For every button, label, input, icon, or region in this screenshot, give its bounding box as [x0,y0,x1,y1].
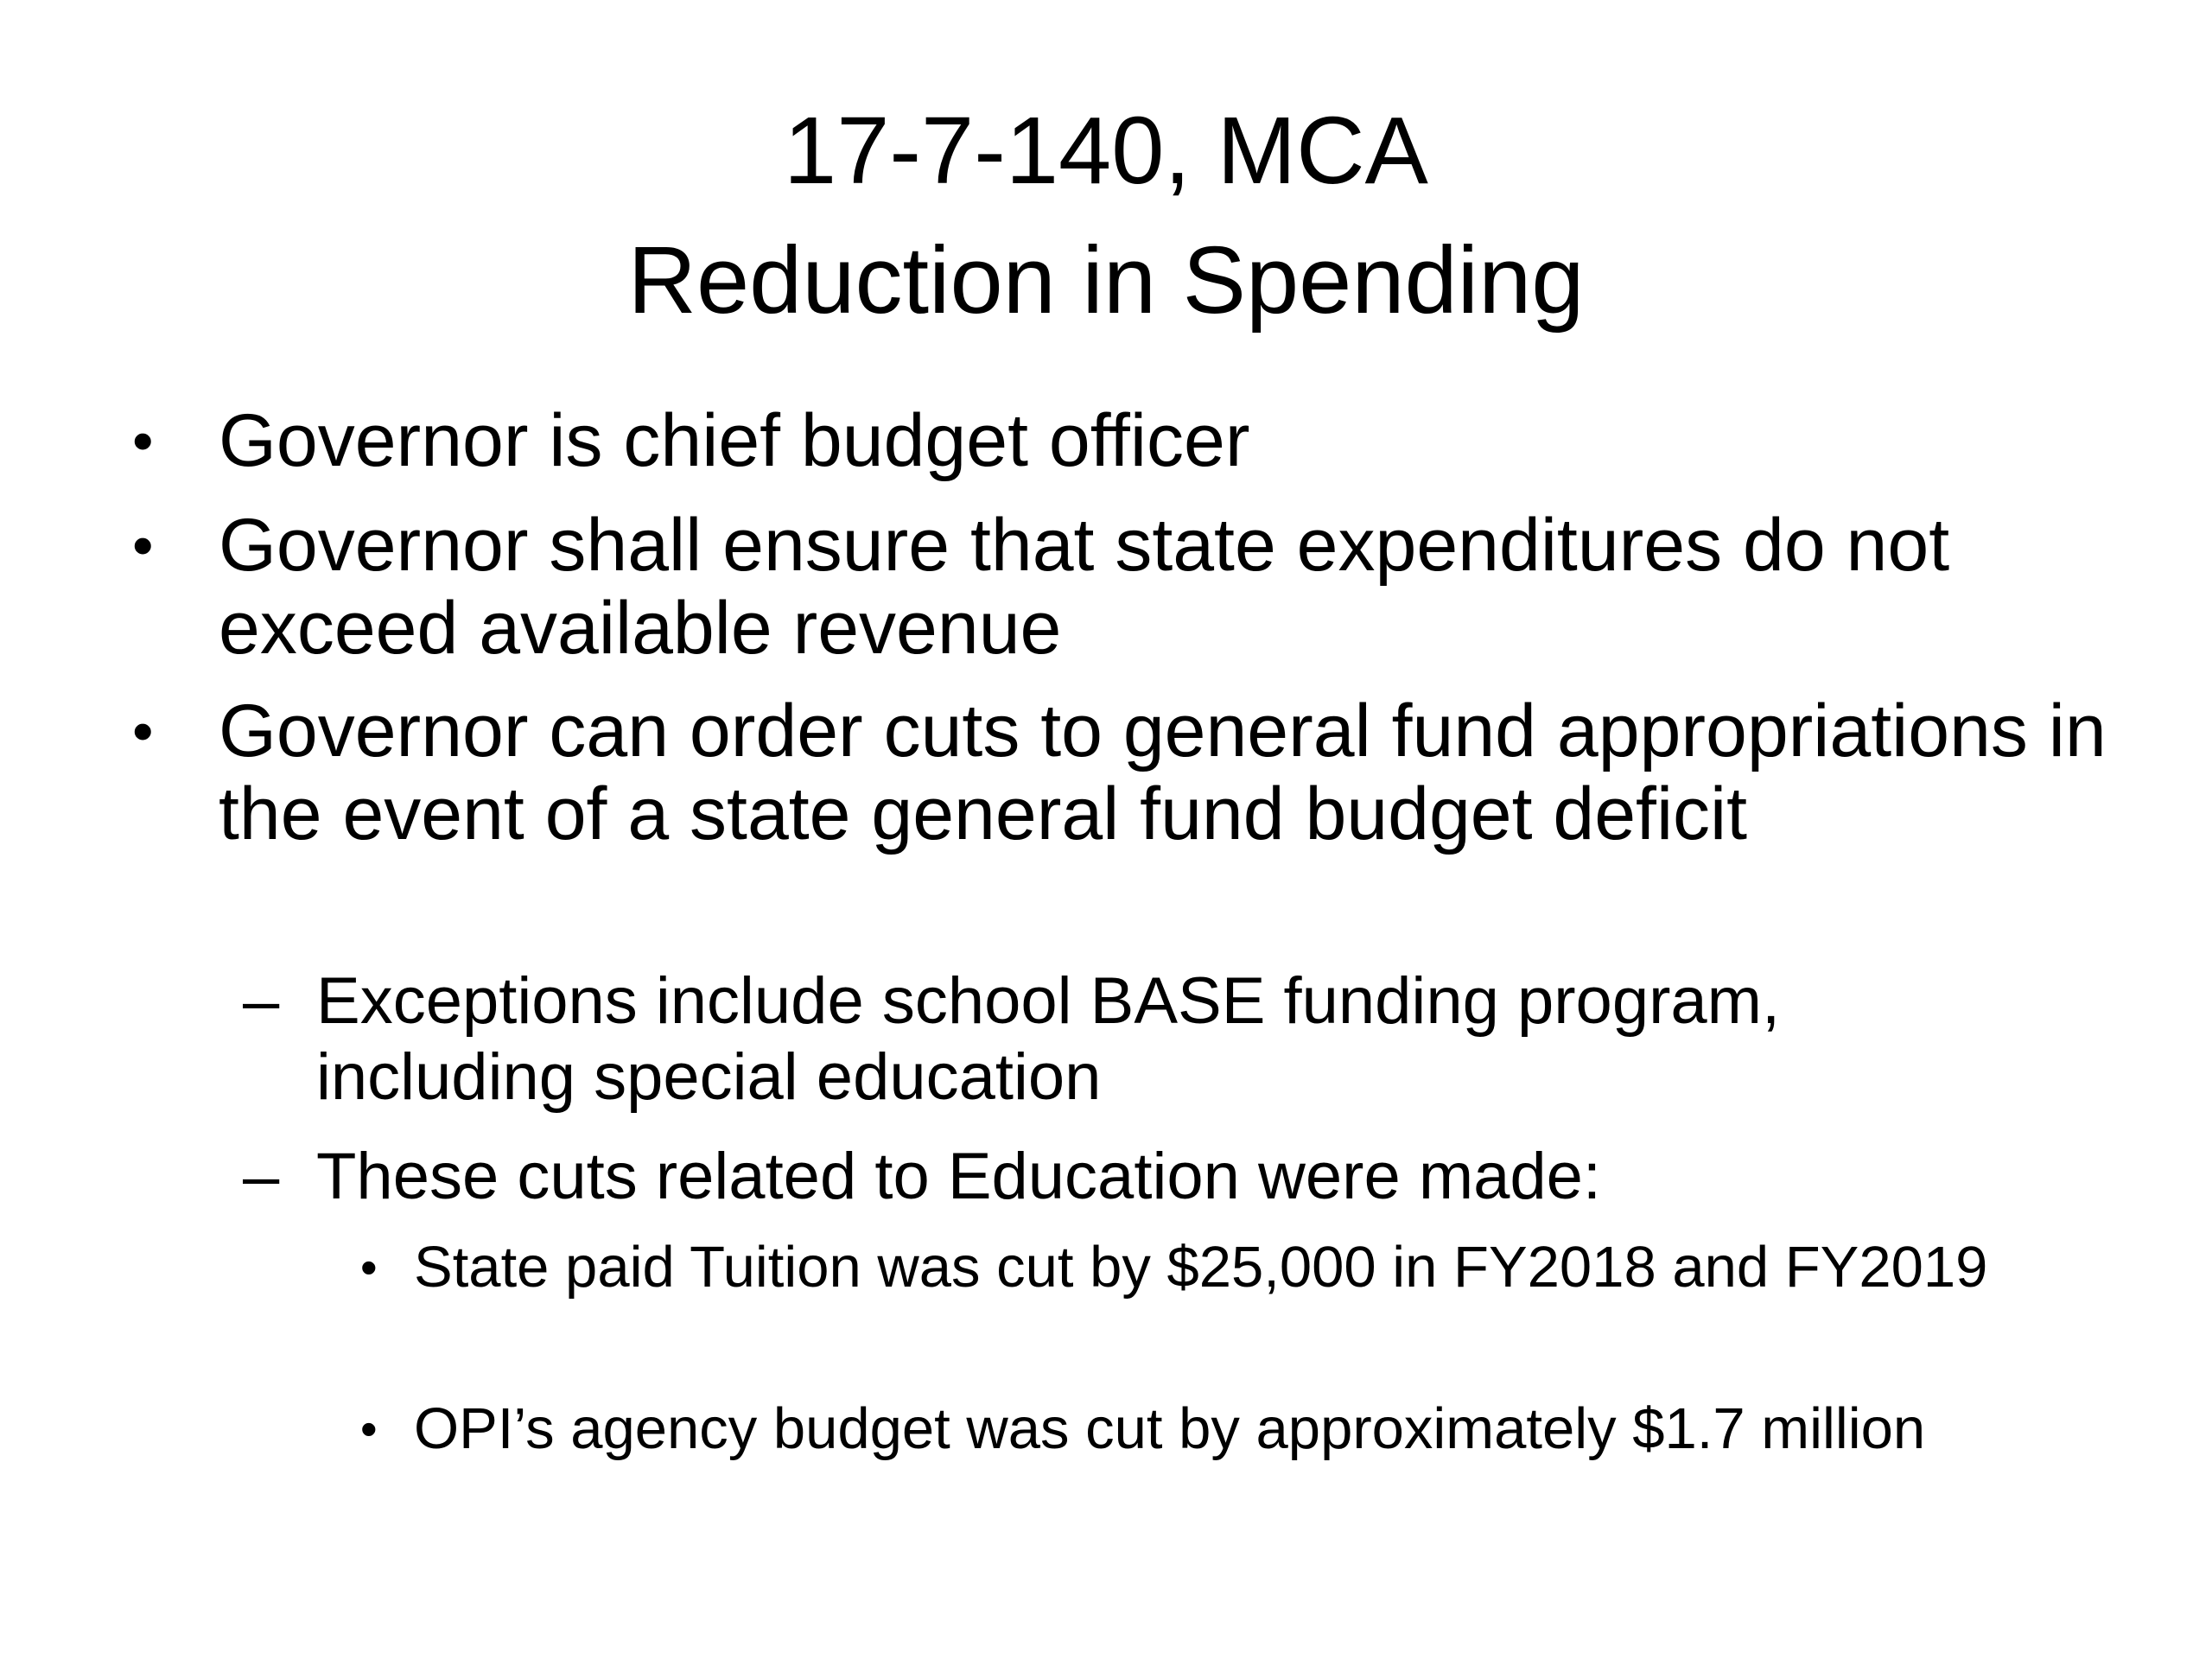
bullet-item [132,690,2120,855]
sub-bullet-text: Exceptions include school BASE funding program, including special education [316,964,1781,1114]
sub-sub-bullet-item [360,1395,2021,1463]
dash-marker: – [243,964,280,1038]
title-line-1: 17-7-140, MCA [784,98,1428,204]
bullet-marker: • [132,512,154,579]
sub-bullet-item [243,1139,2044,1215]
sub-sub-bullet-text: State paid Tuition was cut by $25,000 in FY2018 and FY2019 [414,1235,1988,1300]
bullet-text: Governor is chief budget officer [219,399,1250,482]
bullet-text: Governor can order cuts to general fund appropriations in the event of a state general fund budget deficit [219,690,2107,855]
sub-sub-bullet-text: OPI’s agency budget was cut by approximately $1.7 million [414,1396,1926,1461]
bullet-marker: • [360,1240,378,1294]
slide-title [0,86,2212,346]
bullet-marker: • [360,1402,378,1456]
bullet-item [132,399,2120,482]
dash-marker: – [243,1140,280,1213]
sub-bullet-item [243,963,2044,1116]
bullet-marker: • [132,697,154,765]
bullet-text: Governor shall ensure that state expenditures do not exceed available revenue [219,504,1950,670]
bullet-item [132,504,2120,670]
sub-sub-bullet-item [360,1234,2021,1301]
sub-bullet-text: These cuts related to Education were made: [316,1140,1602,1213]
bullet-marker: • [132,407,154,474]
title-line-2: Reduction in Spending [627,227,1585,334]
